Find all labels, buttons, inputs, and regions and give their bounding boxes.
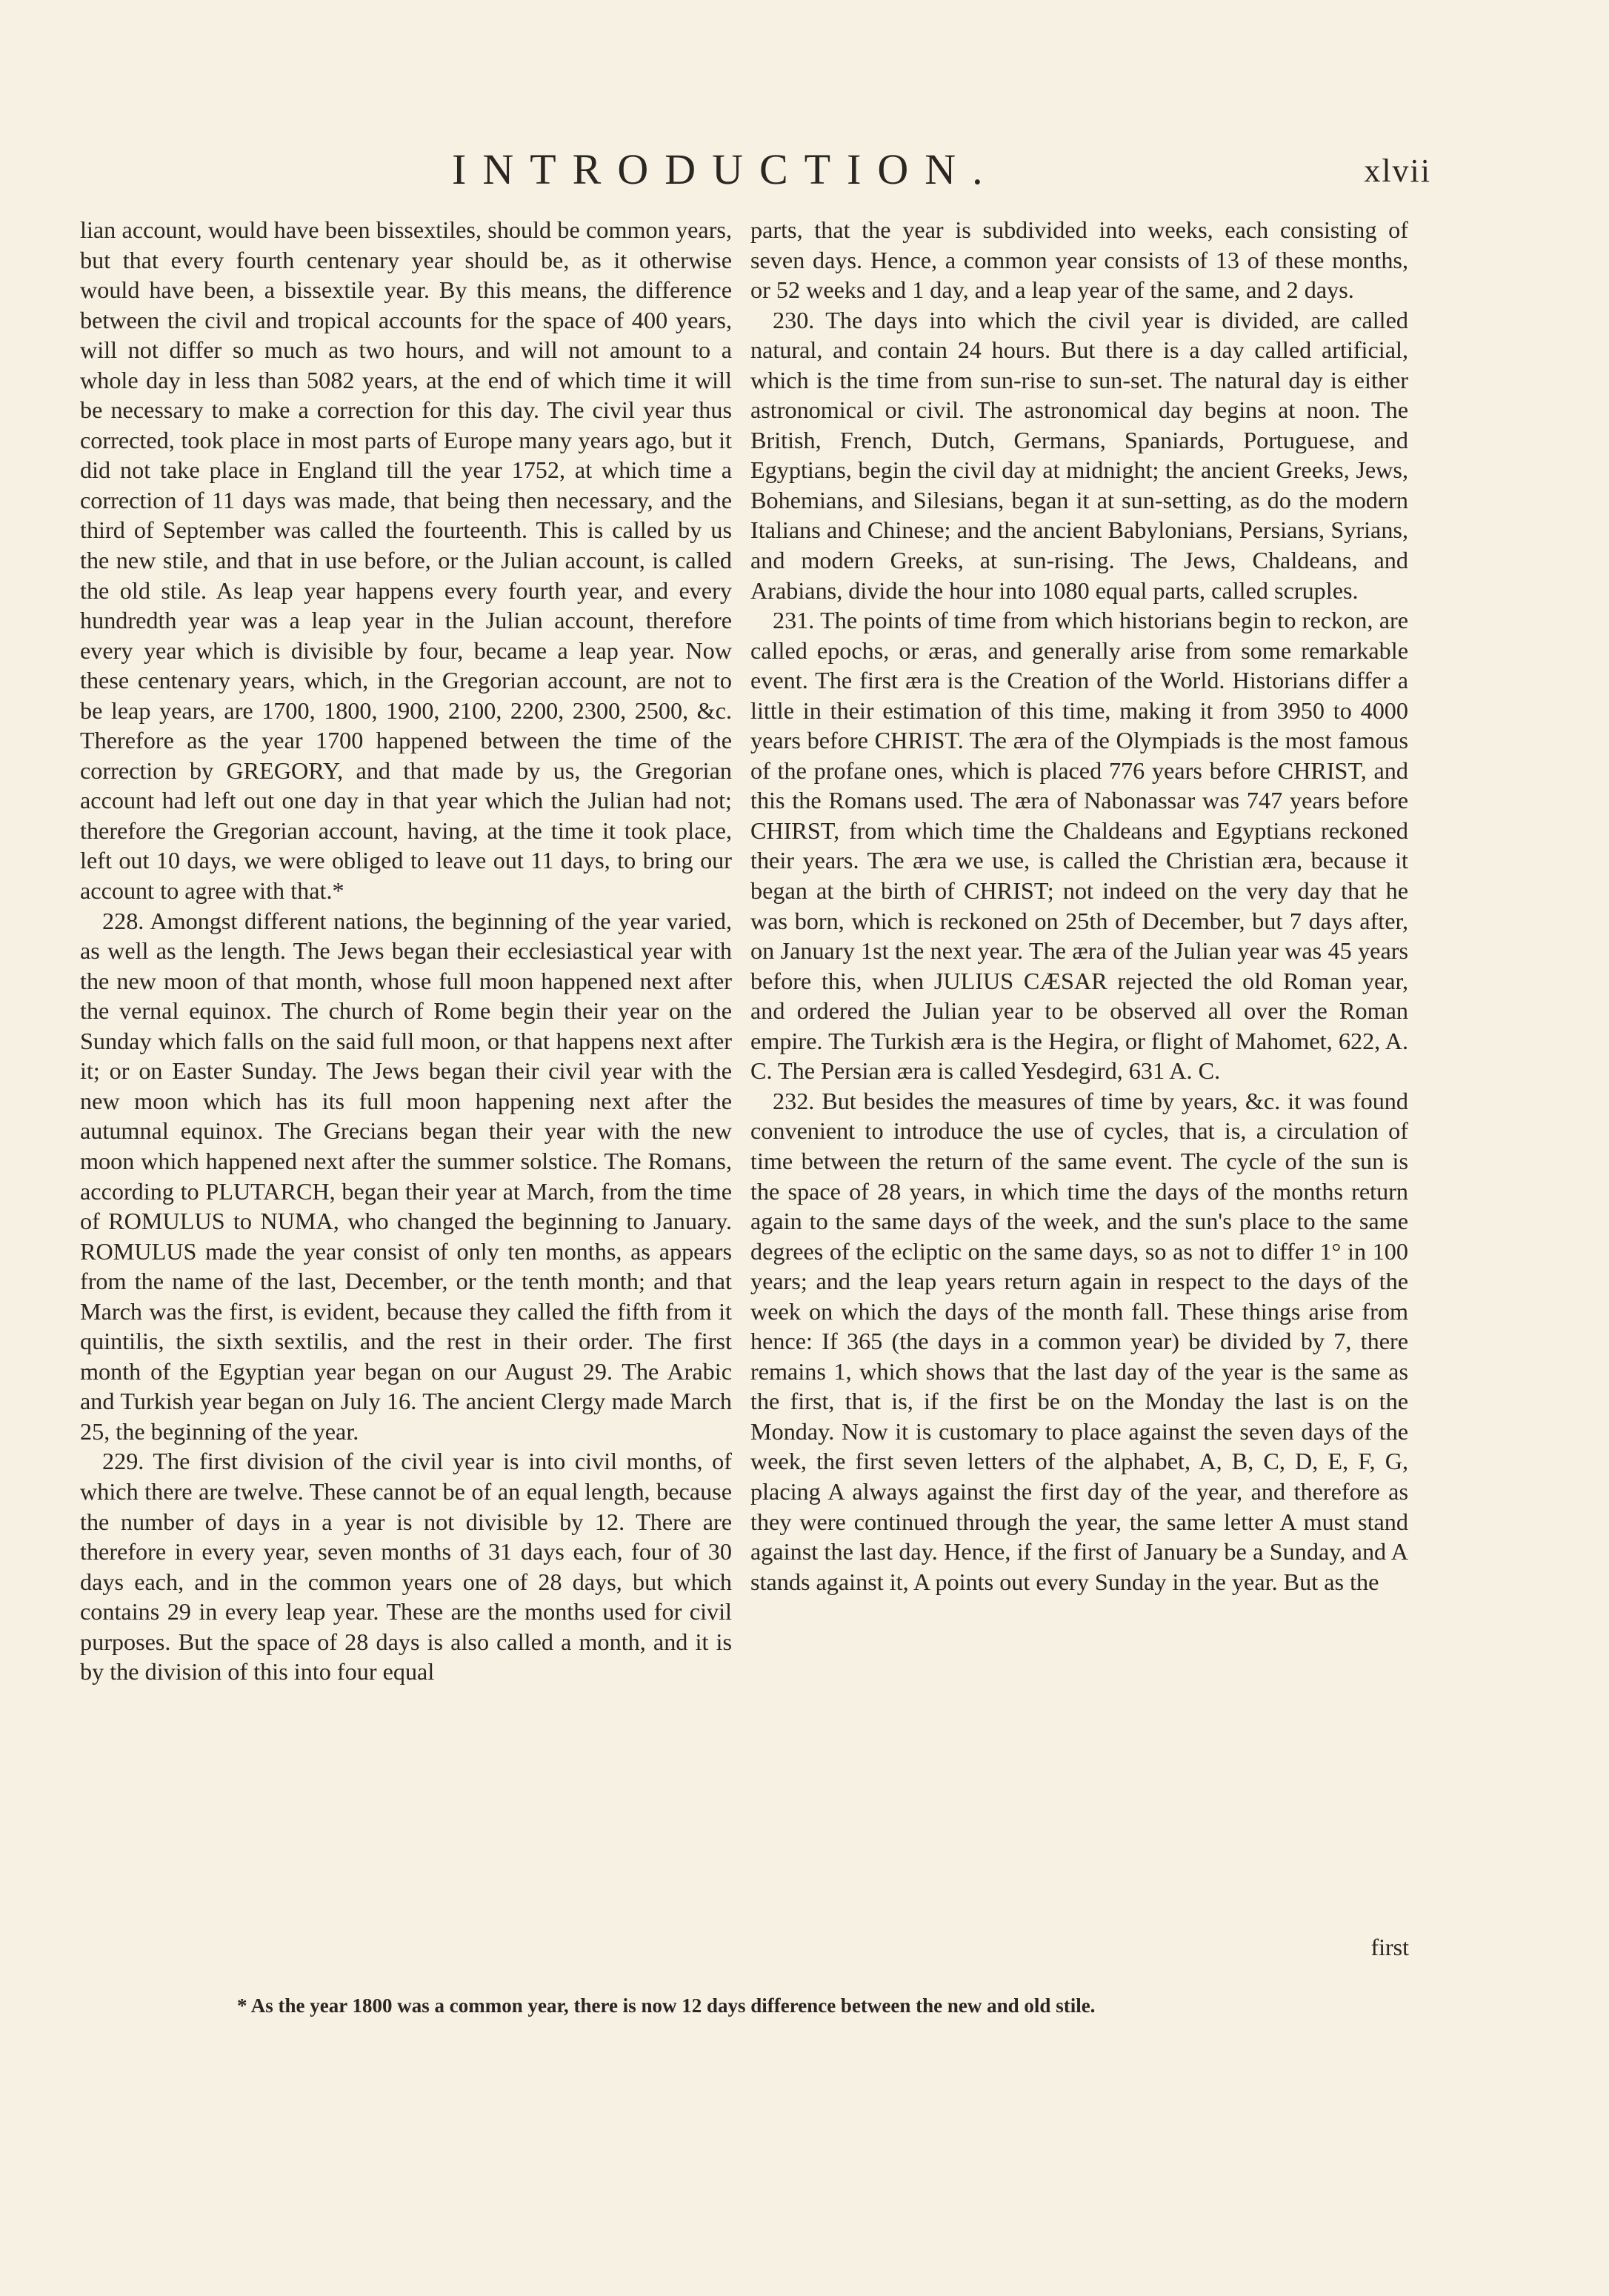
paragraph: 229. The first division of the civil year is into civil months, of which there are twelve. These cannot be of an equal length, because the number of days in a year is not divisible by 12. There are therefore in every year, seven months of 31 days each, four of 30 days each, and in the common years one of 28 days, but which contains 29 in every leap year. These are the months used for civil purposes. But the space of 28 days is also called a month, and it is by the division of this into four equal bbox=[80, 1448, 732, 1686]
paragraph: 232. But besides the measures of time by years, &c. it was found convenient to introduce the use of cycles, that is, a circulation of time between the return of the same event. The cycle of the sun is the space of 28 years, in which time the days of the months return again to the same days of the week, and the sun's place to the same degrees of the ecliptic on the same days, so as not to differ 1° in 100 years; and the leap years return again in respect to the days of the week on which the days of the month fall. These things arise from hence: If 365 (the days in a common year) be divided by 7, there remains 1, which shows that the last day of the year is the same as the first, that is, if the first be on the Monday the last is on the Monday. Now it is customary to place against the seven days of the week, the first seven letters of the alphabet, A, B, C, D, E, F, G, placing A always against the first day of the year, and therefore as they were continued through the year, the same letter A must stand against the last day. Hence, if the first of January be a Sunday, and A stands against it, A points out every Sunday in the year. But as the bbox=[750, 1087, 1408, 1595]
running-title: INTRODUCTION. bbox=[452, 145, 999, 193]
paragraph: 230. The days into which the civil year is divided, are called natural, and contain 24 hours. But there is a day called artificial, which is the time from sun-rise to sun-set. The natural day is either astronomical or civil. The astronomical day begins at noon. The British, French, Dutch, Germans, Spaniards, Portuguese, and Egyptians, begin the civil day at midnight; the ancient Greeks, Jews, Bohemians, and Silesians, began it at sun-setting, as do the modern Italians and Chinese; and the ancient Babylonians, Persians, Syrians, and modern Greeks, at sun-rising. The Jews, Chaldeans, and Arabians, divide the hour into 1080 equal parts, called scruples. bbox=[750, 306, 1408, 604]
catchword: first bbox=[1370, 1934, 1409, 1960]
footnote: * As the year 1800 was a common year, there is now 12 days difference between the new and old stile. bbox=[237, 1994, 1096, 2017]
page-header bbox=[0, 144, 1609, 204]
right-column bbox=[750, 215, 1408, 1597]
paragraph: 231. The points of time from which historians begin to reckon, are called epochs, or æras, and generally arise from some remarkable event. The first æra is the Creation of the World. Historians differ a little in their estimation of this time, making it from 3950 to 4000 years before CHRIST. The æra of the Olympiads is the most famous of the profane ones, which is placed 776 years before CHRIST, and this the Romans used. The æra of Nabonassar was 747 years before CHIRST, from which time the Chaldeans and Egyptians reckoned their years. The æra we use, is called the Christian æra, because it began at the birth of CHRIST; not indeed on the very day that he was born, which is reckoned on 25th of December, but 7 days after, on January 1st the next year. The æra of the Julian year was 45 years before this, when JULIUS CÆSAR rejected the old Roman year, and ordered the Julian year to be observed all over the Roman empire. The Turkish æra is the Hegira, or flight of Mahomet, 622, A. C. The Persian æra is called Yesdegird, 631 A. C. bbox=[750, 607, 1408, 1085]
page-number: xlvii bbox=[1364, 153, 1431, 189]
left-column bbox=[80, 215, 732, 1687]
paragraph: lian account, would have been bissextiles, should be common years, but that every fourth centenary year should be, as it otherwise would have been, a bissextile year. By this means, the difference between the civil and tropical accounts for the space of 400 years, will not differ so much as two hours, and will not amount to a whole day in less than 5082 years, at the end of which time it will be necessary to make a correction for this day. The civil year thus corrected, took place in most parts of Europe many years ago, but it did not take place in England till the year 1752, at which time a correction of 11 days was made, that being then necessary, and the third of September was called the fourteenth. This is called by us the new stile, and that in use before, or the Julian account, is called the old stile. As leap year happens every fourth year, and every hundredth year was a leap year in the Julian account, therefore every year which is divisible by four, became a leap year. Now these centenary years, which, in the Gregorian account, are not to be leap years, are 1700, 1800, 1900, 2100, 2200, 2300, 2500, &c. Therefore as the year 1700 happened between the time of the correction by GREGORY, and that made by us, the Gregorian account had left out one day in that year which the Julian had not; therefore the Gregorian account, having, at the time it took place, left out 10 days, we were obliged to leave out 11 days, to bring our account to agree with that.* bbox=[80, 216, 732, 905]
paragraph: parts, that the year is subdivided into weeks, each consisting of seven days. Hence, a common year consists of 13 of these months, or 52 weeks and 1 day, and a leap year of the same, and 2 days. bbox=[750, 216, 1408, 304]
paragraph: 228. Amongst different nations, the beginning of the year varied, as well as the length. The Jews began their ecclesiastical year with the new moon of that month, whose full moon happened next after the vernal equinox. The church of Rome begin their year on the Sunday which falls on the said full moon, or that happens next after it; or on Easter Sunday. The Jews began their civil year with the new moon which has its full moon happening next after the autumnal equinox. The Grecians began their year with the new moon which happened next after the summer solstice. The Romans, according to PLUTARCH, began their year at March, from the time of ROMULUS to NUMA, who changed the beginning to January. ROMULUS made the year consist of only ten months, as appears from the name of the last, December, or the tenth month; and that March was the first, is evident, because they called the fifth from it quintilis, the sixth sextilis, and the rest in their order. The first month of the Egyptian year began on our August 29. The Arabic and Turkish year began on July 16. The ancient Clergy made March 25, the beginning of the year. bbox=[80, 907, 732, 1445]
